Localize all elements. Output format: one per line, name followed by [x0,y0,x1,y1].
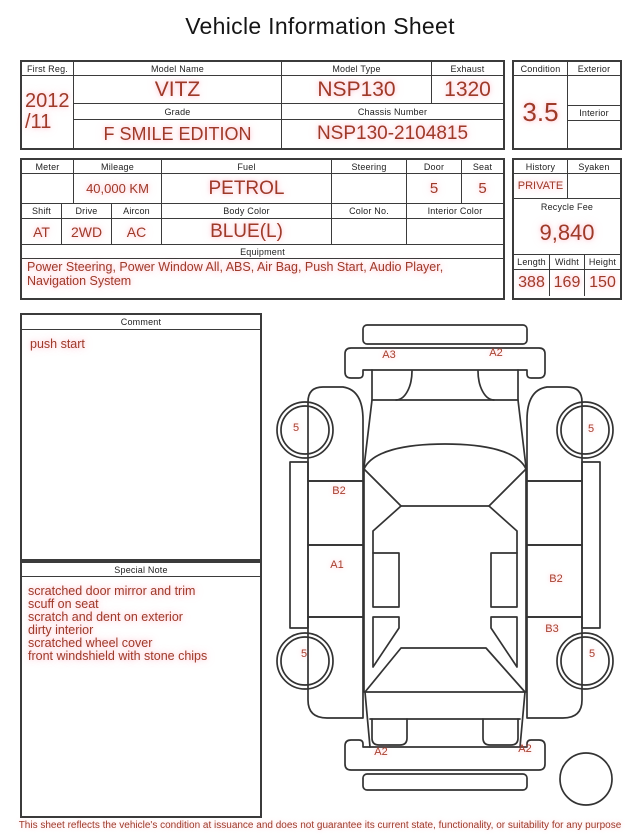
door-frame-right [489,506,517,553]
special-note-list [22,577,260,671]
seat-label: Seat [472,161,493,172]
rear-bumper-strip [363,774,527,790]
fuel-label: Fuel [162,160,332,173]
b-pillar-right [491,553,517,607]
damage-marker-5: 5 [300,648,308,660]
vehicle-identity-table [20,60,505,150]
windshield-arc-left [396,371,412,400]
front-wheel-right-inner [561,406,609,454]
exhaust-label: Exhaust [450,63,485,74]
history-label: History [514,160,568,173]
syaken-value [568,174,620,198]
special-note-line: dirty interior [28,623,94,637]
damage-marker-layer [293,347,595,758]
front-bumper [345,348,545,378]
c-pillar-left [373,617,399,667]
front-wheel-right [557,402,613,458]
page-title: Vehicle Information Sheet [185,13,455,39]
model-type-value: NSP130 [282,76,432,103]
damage-marker-B2: B2 [332,485,346,497]
exterior-value [568,76,620,106]
drive-label: Drive [62,204,112,218]
color-no-value [332,219,407,244]
height-label: Height [588,257,617,267]
b-pillar-left [373,553,399,607]
model-type-label: Model Type [282,62,432,75]
steering-value [332,174,407,203]
rear-window [365,648,525,692]
front-wheel-left [277,402,333,458]
damage-marker-A3: A3 [382,349,396,361]
special-note-line: scratched door mirror and trim [28,584,196,598]
condition-label: Condition [514,62,567,76]
mileage-value: 40,000 KM [74,174,162,203]
special-note-line: front windshield with stone chips [28,649,208,663]
front-fender-right [527,387,582,481]
special-note-box [20,561,262,818]
steering-label: Steering [332,160,407,173]
model-name-value: VITZ [74,76,282,103]
body-color-value: BLUE(L) [162,219,332,244]
a-pillar-right [518,400,526,467]
meter-label: Meter [22,160,74,173]
disclaimer-text: This sheet reflects the vehicle's condition at issuance and does not guarantee its current state, functionality, or suitability for any purpose [18,820,622,831]
width-value: 169 [550,270,585,296]
equipment-value: Power Steering, Power Window All, ABS, Air Bag, Push Start, Audio Player, Navigation System [27,260,444,288]
mileage-label: Mileage [74,160,162,173]
first-reg-label: First Reg. [22,62,73,76]
comment-value: push start [30,337,85,351]
shift-value: AT [22,219,62,244]
tail-lamp-left [372,719,407,745]
exhaust-value: 1320 [444,77,491,101]
color-no-label: Color No. [332,204,407,218]
c-pillar-right [491,617,517,667]
damage-marker-5: 5 [292,422,300,434]
front-fender-left [308,387,363,481]
special-note-line: scuff on seat [28,597,99,611]
exterior-label: Exterior [568,62,620,76]
first-reg-value [22,76,73,148]
front-door-right [527,481,582,545]
rear-wheel-left [277,633,333,689]
special-note-line: scratch and dent on exterior [28,610,183,624]
body-color-label: Body Color [162,204,332,218]
rocker-panel-right [582,462,600,628]
grade-value: F SMILE EDITION [74,120,282,148]
recycle-fee-value: 9,840 [514,214,620,255]
windshield-arc-right [478,371,494,400]
height-value: 150 [589,274,616,291]
first-reg-year: 2012 [25,90,70,112]
condition-panel [512,60,622,150]
front-bumper-strip [363,325,527,344]
rear-fender-left [308,617,363,718]
rear-door-left [308,545,363,617]
interior-value [568,121,620,148]
rear-wheel-left-inner [281,637,329,685]
condition-score: 3.5 [522,96,559,127]
damage-marker-5: 5 [588,648,596,660]
door-label: Door [407,160,462,173]
chassis-number-value: NSP130-2104815 [316,123,469,144]
comment-box [20,313,262,561]
rocker-panel-left [290,462,308,628]
damage-marker-A2: A2 [489,347,503,359]
special-note-line: scratched wheel cover [28,636,153,650]
syaken-label: Syaken [578,161,610,172]
interior-color-label: Interior Color [427,206,483,216]
damage-marker-A2: A2 [518,743,532,755]
damage-marker-A1: A1 [330,559,344,571]
door-value: 5 [407,174,462,203]
length-value: 388 [514,270,550,296]
width-label: Widht [550,255,585,269]
special-note-label: Special Note [22,563,260,577]
drive-value: 2WD [62,219,112,244]
tailgate-side-left [365,692,370,747]
hood-outline [372,370,518,400]
damage-marker-5: 5 [587,423,595,435]
roof [364,444,526,506]
history-value: PRIVATE [514,174,568,198]
tail-lamp-right [483,719,518,745]
model-name-label: Model Name [74,62,282,75]
tailgate-side-right [520,692,525,747]
interior-color-value [407,219,503,244]
meter-value [22,174,74,203]
front-wheel-left-inner [281,406,329,454]
first-reg-month: /11 [25,111,52,133]
shift-label: Shift [22,204,62,218]
aircon-value: AC [112,219,162,244]
history-panel [512,158,622,300]
damage-marker-B2: B2 [549,573,563,585]
rear-wheel-right-inner [561,637,609,685]
spec-table [20,158,505,300]
seat-value: 5 [478,180,487,197]
length-label: Length [514,255,550,269]
aircon-label: Aircon [112,204,162,218]
a-pillar-left [364,400,372,467]
recycle-fee-label: Recycle Fee [540,201,594,212]
door-frame-left [373,506,401,553]
comment-label: Comment [22,315,260,330]
interior-label: Interior [568,106,620,121]
equipment-label: Equipment [22,245,503,259]
chassis-number-label: Chassis Number [357,106,428,117]
car-damage-diagram [275,315,635,815]
grade-label: Grade [74,104,282,119]
rear-wheel-right [557,633,613,689]
damage-marker-A2: A2 [374,746,388,758]
spare-tire [560,753,612,805]
fuel-value: PETROL [162,174,332,203]
damage-marker-B3: B3 [545,623,559,635]
